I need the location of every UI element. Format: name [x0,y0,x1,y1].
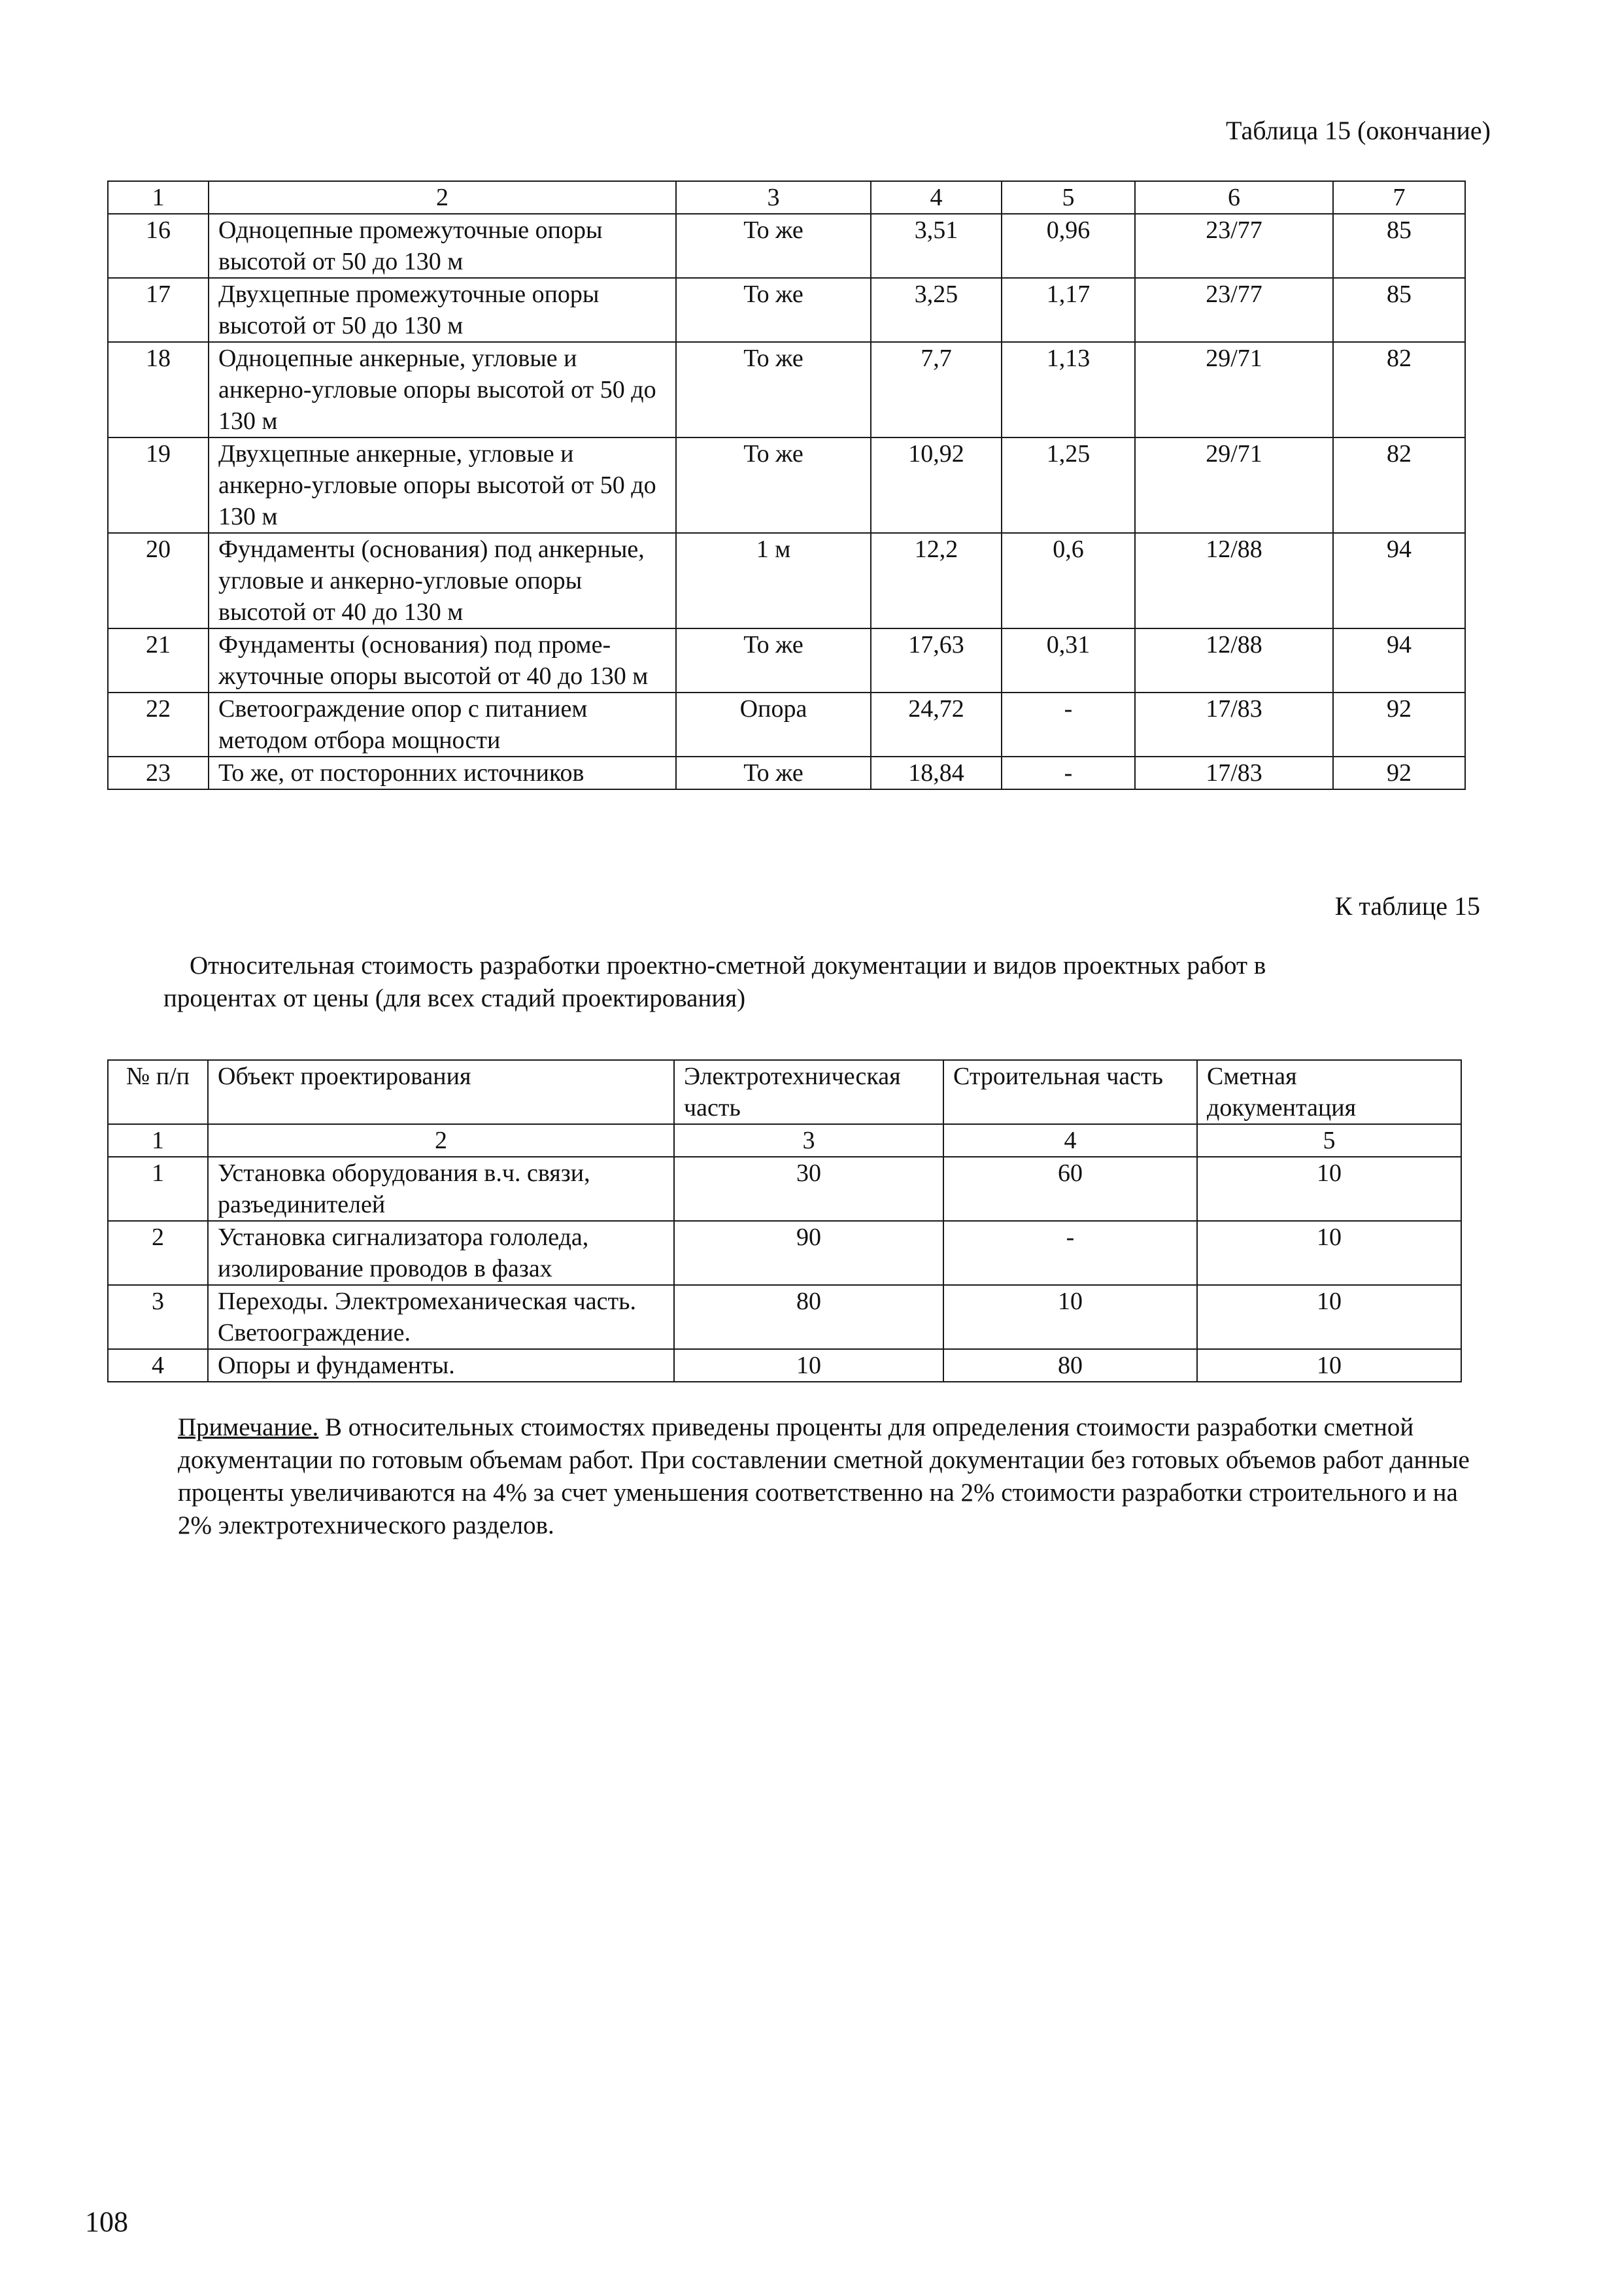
k15-row-electro: 30 [674,1157,943,1221]
row-percent: 92 [1333,693,1465,757]
row-value-b: 1,17 [1002,278,1135,342]
row-number: 22 [108,693,209,757]
row-ratio: 17/83 [1135,693,1333,757]
k15-caption: К таблице 15 [1334,891,1480,921]
k15-row-object: Переходы. Электромеханическая часть. Светоограждение. [208,1285,674,1349]
k15-row-build: - [943,1221,1197,1285]
k15-colnum-row [108,1124,1461,1157]
k15-row-electro: 90 [674,1221,943,1285]
table-row [108,437,1465,533]
table-row [108,1285,1461,1349]
k15-row-estimate: 10 [1197,1221,1461,1285]
row-number: 17 [108,278,209,342]
table-row [108,757,1465,789]
table15 [107,180,1466,790]
row-percent: 85 [1333,214,1465,278]
k15-table [107,1059,1462,1382]
k15-header-build: Строительная часть [943,1060,1197,1124]
row-name: Фундаменты (основания) под промежуточные опоры высотой от 40 до 130 м [209,628,676,693]
k15-row-num: 4 [108,1349,208,1382]
k15-header-row [108,1060,1461,1124]
row-value-a: 7,7 [871,342,1002,437]
k15-row-object: Установка оборудования в.ч. связи, разъединителей [208,1157,674,1221]
k15-header-num: № п/п [108,1060,208,1124]
row-value-a: 12,2 [871,533,1002,628]
k15-row-num: 1 [108,1157,208,1221]
row-value-b: 0,31 [1002,628,1135,693]
note [178,1411,1479,1542]
row-unit: Опора [676,693,871,757]
row-ratio: 17/83 [1135,757,1333,789]
row-value-b: 0,96 [1002,214,1135,278]
k15-header-electro: Электротехническая часть [674,1060,943,1124]
k15-row-estimate: 10 [1197,1285,1461,1349]
row-value-a: 24,72 [871,693,1002,757]
row-percent: 94 [1333,533,1465,628]
table15-header-cell: 5 [1002,181,1135,214]
row-number: 20 [108,533,209,628]
row-value-b: - [1002,693,1135,757]
row-percent: 82 [1333,342,1465,437]
k15-title-line1: Относительная стоимость разработки проектно-сметной документации и видов проектных работ в [190,951,1266,980]
row-ratio: 29/71 [1135,342,1333,437]
row-percent: 82 [1333,437,1465,533]
k15-header-object: Объект проектирования [208,1060,674,1124]
row-number: 21 [108,628,209,693]
k15-colnum-cell: 4 [943,1124,1197,1157]
k15-colnum-cell: 2 [208,1124,674,1157]
table-row [108,533,1465,628]
table15-header-cell: 7 [1333,181,1465,214]
k15-row-build: 10 [943,1285,1197,1349]
row-percent: 92 [1333,757,1465,789]
table15-header-cell: 3 [676,181,871,214]
row-name: Двухцепные промежуточные опоры высотой от 50 до 130 м [209,278,676,342]
row-value-b: 1,25 [1002,437,1135,533]
k15-title-line2: процентах от цены (для всех стадий проектирования) [163,984,746,1012]
table15-header-cell: 1 [108,181,209,214]
row-ratio: 23/77 [1135,214,1333,278]
k15-row-build: 60 [943,1157,1197,1221]
row-ratio: 23/77 [1135,278,1333,342]
row-number: 19 [108,437,209,533]
table15-header-cell: 4 [871,181,1002,214]
k15-row-electro: 10 [674,1349,943,1382]
row-value-a: 3,51 [871,214,1002,278]
table-row [108,342,1465,437]
row-name: То же, от посторонних источников [209,757,676,789]
table-row [108,1349,1461,1382]
row-value-b: 1,13 [1002,342,1135,437]
row-unit: 1 м [676,533,871,628]
table-row [108,214,1465,278]
row-name: Одноцепные анкерные, угловые и анкерно-угловые опоры высотой от 50 до 130 м [209,342,676,437]
row-name: Одноцепные промежуточные опоры высотой от 50 до 130 м [209,214,676,278]
k15-colnum-cell: 1 [108,1124,208,1157]
table-row [108,693,1465,757]
row-name: Фундаменты (основания) под анкерные, угловые и анкерно-угловые опоры высотой от 40 до 130 м [209,533,676,628]
row-percent: 94 [1333,628,1465,693]
row-value-a: 17,63 [871,628,1002,693]
row-ratio: 29/71 [1135,437,1333,533]
k15-row-electro: 80 [674,1285,943,1349]
k15-colnum-cell: 3 [674,1124,943,1157]
k15-row-num: 2 [108,1221,208,1285]
table15-header-row [108,181,1465,214]
row-value-a: 3,25 [871,278,1002,342]
row-name: Светоограждение опор с питанием методом отбора мощности [209,693,676,757]
row-value-a: 10,92 [871,437,1002,533]
table15-header-cell: 2 [209,181,676,214]
row-unit: То же [676,437,871,533]
k15-row-estimate: 10 [1197,1349,1461,1382]
row-ratio: 12/88 [1135,533,1333,628]
k15-row-estimate: 10 [1197,1157,1461,1221]
k15-row-build: 80 [943,1349,1197,1382]
table15-caption: Таблица 15 (окончание) [1226,116,1491,145]
row-unit: То же [676,342,871,437]
k15-title [163,950,1471,1015]
row-number: 18 [108,342,209,437]
table15-header-cell: 6 [1135,181,1333,214]
row-ratio: 12/88 [1135,628,1333,693]
row-name: Двухцепные анкерные, угловые и анкерно-угловые опоры высотой от 50 до 130 м [209,437,676,533]
k15-row-num: 3 [108,1285,208,1349]
row-unit: То же [676,214,871,278]
row-number: 16 [108,214,209,278]
k15-header-estimate: Сметная документация [1197,1060,1461,1124]
k15-row-object: Опоры и фундаменты. [208,1349,674,1382]
page-number: 108 [85,2206,128,2238]
row-unit: То же [676,757,871,789]
table-row [108,1157,1461,1221]
row-unit: То же [676,628,871,693]
table-row [108,628,1465,693]
table-row [108,278,1465,342]
row-value-a: 18,84 [871,757,1002,789]
row-percent: 85 [1333,278,1465,342]
row-value-b: - [1002,757,1135,789]
row-unit: То же [676,278,871,342]
row-value-b: 0,6 [1002,533,1135,628]
note-text: В относительных стоимостях приведены проценты для определения стоимости разработки сметной документации по готовым объемам работ. При составлении сметной документации без готовых объемов работ данные проценты увеличиваются на 4% за счет уменьшения соответственно на 2% стоимости разработки строительного и на 2% электротехнического разделов. [178,1413,1470,1539]
k15-colnum-cell: 5 [1197,1124,1461,1157]
k15-row-object: Установка сигнализатора гололеда, изолирование проводов в фазах [208,1221,674,1285]
row-number: 23 [108,757,209,789]
note-label: Примечание. [178,1413,319,1441]
table-row [108,1221,1461,1285]
